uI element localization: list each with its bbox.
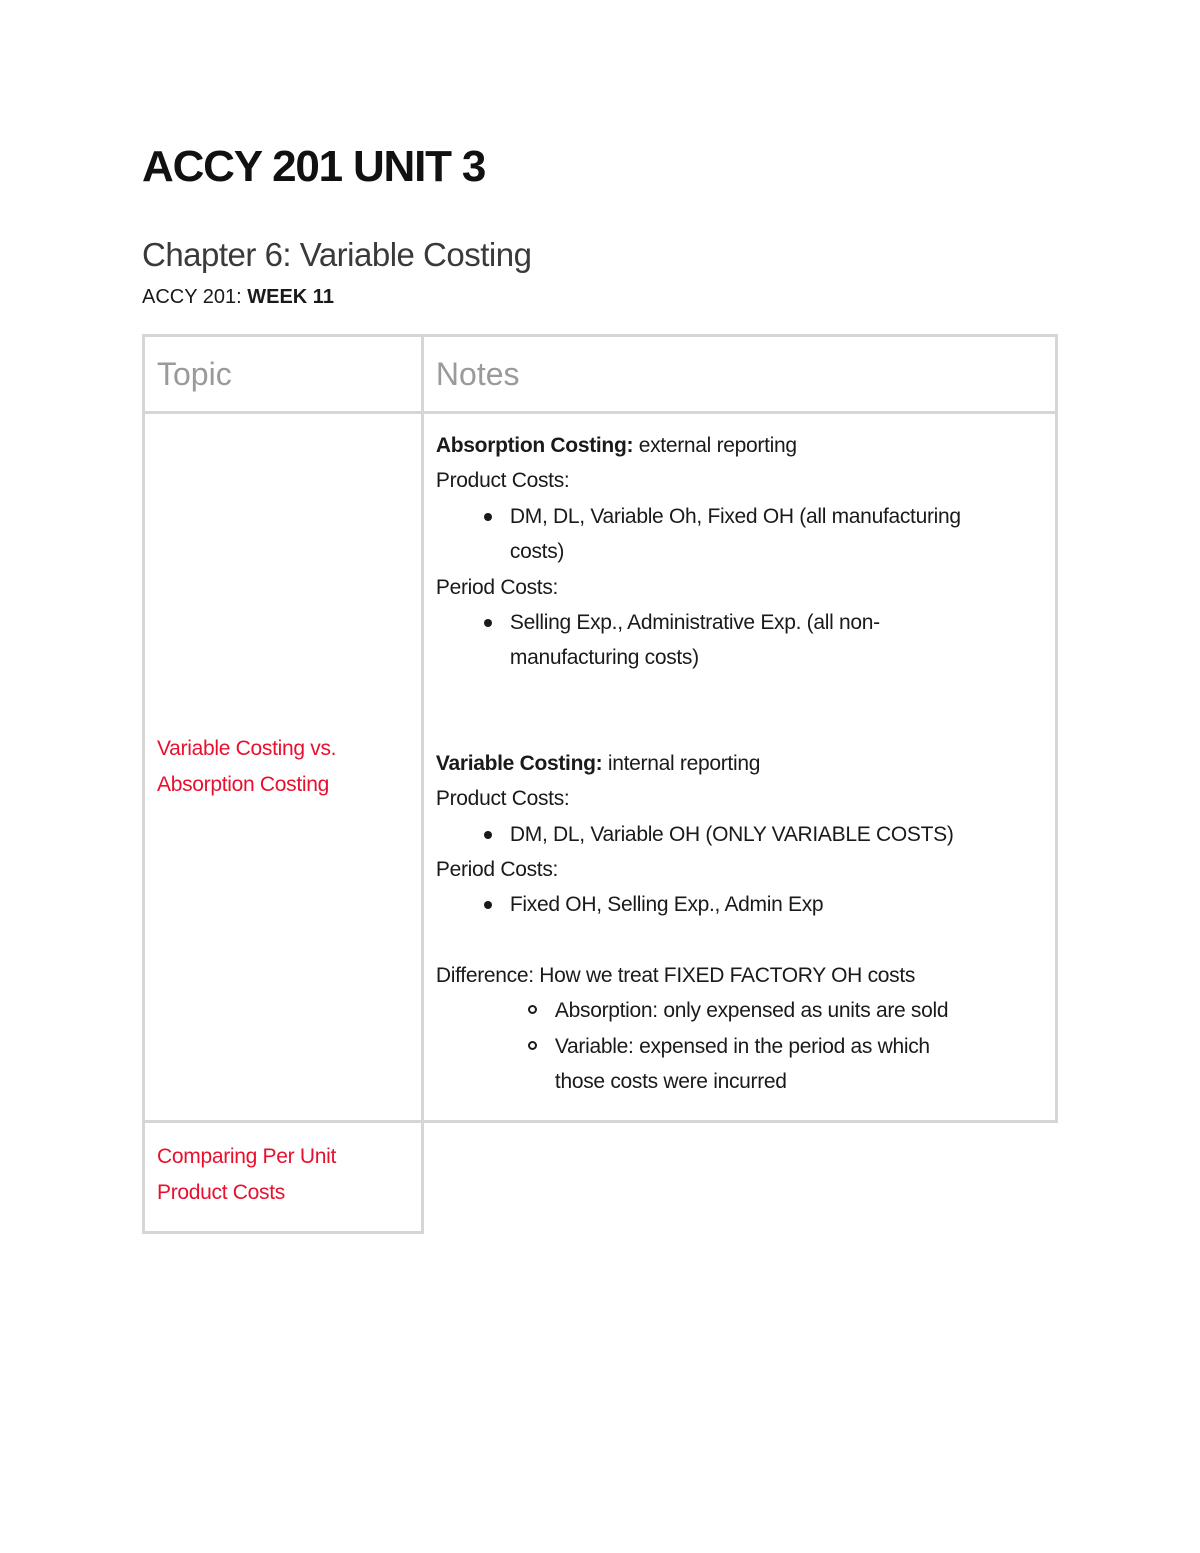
- notes-table: [142, 334, 1058, 1234]
- topic-cell: [144, 413, 423, 1122]
- list-item: Fixed OH, Selling Exp., Admin Exp: [436, 887, 1043, 922]
- topic-cell: [144, 1122, 423, 1233]
- list-item: Selling Exp., Administrative Exp. (all non- manufacturing costs): [436, 605, 1043, 676]
- topic-line: Product Costs: [157, 1181, 285, 1204]
- bullet-list: [436, 499, 1043, 570]
- absorption-heading: Absorption Costing: external reporting: [435, 434, 797, 457]
- table-header-row: [144, 336, 1057, 413]
- course-label: ACCY 201:: [142, 286, 248, 308]
- week-label: WEEK 11: [247, 286, 334, 308]
- list-item: Variable: expensed in the period as which those costs were incurred: [436, 1029, 1043, 1100]
- bullet-list: [436, 817, 1043, 852]
- topic-line: Variable Costing vs.: [157, 737, 337, 760]
- list-item: DM, DL, Variable Oh, Fixed OH (all manufacturing costs): [436, 499, 1043, 570]
- topic-text: [157, 1139, 409, 1211]
- period-costs-label: Period Costs:: [435, 575, 559, 599]
- period-costs-label: Period Costs:: [435, 858, 559, 882]
- chapter-subtitle: Chapter 6: Variable Costing: [142, 236, 532, 273]
- header-topic: Topic: [144, 336, 423, 413]
- topic-text: [157, 731, 409, 803]
- product-costs-label: Product Costs:: [435, 787, 570, 811]
- course-week-label: [142, 286, 334, 309]
- sub-bullet-list: [436, 993, 1043, 1099]
- document-title: ACCY 201 UNIT 3: [142, 142, 486, 191]
- difference-text: Difference: How we treat FIXED FACTORY OH costs: [435, 963, 916, 987]
- header-notes: Notes: [422, 336, 1056, 413]
- spacer: [436, 676, 1043, 746]
- topic-line: Absorption Costing: [157, 773, 330, 796]
- empty-notes-cell: [422, 1122, 1056, 1233]
- list-item: Absorption: only expensed as units are sold: [436, 993, 1043, 1028]
- list-item: DM, DL, Variable OH (ONLY VARIABLE COSTS): [436, 817, 1043, 852]
- table-row: [144, 1122, 1057, 1233]
- table-row: [144, 413, 1057, 1122]
- product-costs-label: Product Costs:: [435, 469, 570, 493]
- bullet-list: [436, 887, 1043, 922]
- spacer: [436, 923, 1043, 958]
- topic-line: Comparing Per Unit: [157, 1145, 337, 1168]
- bullet-list: [436, 605, 1043, 676]
- notes-cell: [422, 413, 1056, 1122]
- variable-heading: Variable Costing: internal reporting: [435, 751, 761, 775]
